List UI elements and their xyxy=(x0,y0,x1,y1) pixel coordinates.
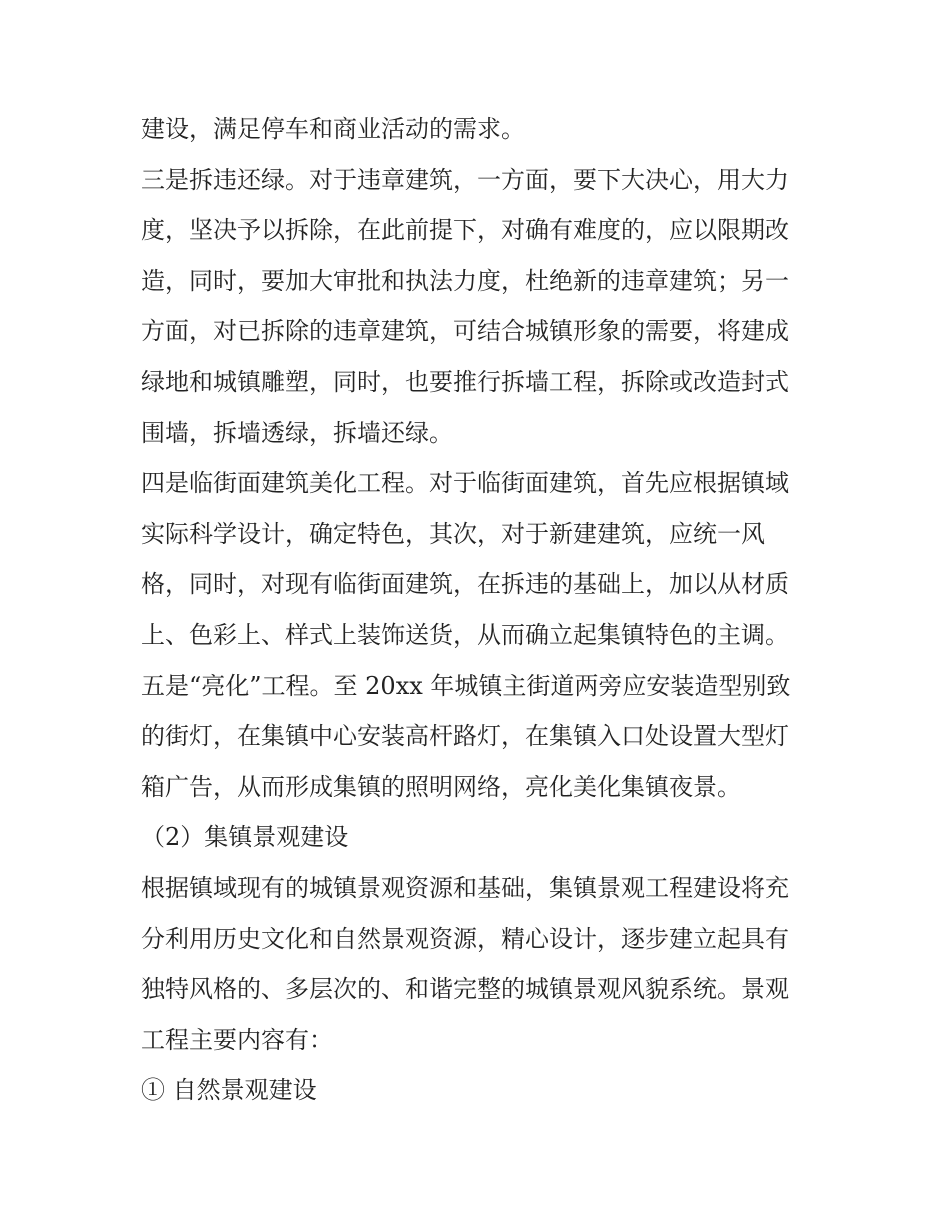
text-line: 五是“亮化”工程。至 20xx 年城镇主街道两旁应安装造型别致 xyxy=(141,671,791,700)
text-line: 三是拆违还绿。对于违章建筑，一方面，要下大决心，用大力 xyxy=(141,165,789,194)
text-line: 独特风格的、多层次的、和谐完整的城镇景观风貌系统。景观 xyxy=(141,975,789,1004)
text-line: 度，坚决予以拆除，在此前提下，对确有难度的，应以限期改 xyxy=(141,216,789,245)
text-line: 分利用历史文化和自然景观资源，精心设计，逐步建立起具有 xyxy=(141,924,789,953)
text-line: 的街灯，在集镇中心安装高杆路灯，在集镇入口处设置大型灯 xyxy=(141,722,789,751)
text-line: 箱广告，从而形成集镇的照明网络，亮化美化集镇夜景。 xyxy=(141,772,741,801)
text-line: 围墙，拆墙透绿，拆墙还绿。 xyxy=(141,418,453,447)
text-line: 造，同时，要加大审批和执法力度，杜绝新的违章建筑；另一 xyxy=(141,266,789,295)
text-line: 格，同时，对现有临街面建筑，在拆违的基础上，加以从材质 xyxy=(141,570,789,599)
text-line: 工程主要内容有： xyxy=(141,1025,333,1054)
text-line: 方面，对已拆除的违章建筑，可结合城镇形象的需要，将建成 xyxy=(141,317,789,346)
text-line: 建设，满足停车和商业活动的需求。 xyxy=(141,115,525,143)
section-heading: （2）集镇景观建设 xyxy=(141,823,349,852)
text-line: 上、色彩上、样式上装饰送货，从而确立起集镇特色的主调。 xyxy=(141,620,789,649)
subsection-heading: ① 自然景观建设 xyxy=(141,1076,317,1105)
text-line: 绿地和城镇雕塑，同时，也要推行拆墙工程，拆除或改造封式 xyxy=(141,367,789,396)
document-body xyxy=(141,104,831,1116)
text-line: 四是临街面建筑美化工程。对于临街面建筑，首先应根据镇域 xyxy=(141,469,789,498)
text-line: 根据镇域现有的城镇景观资源和基础，集镇景观工程建设将充 xyxy=(141,873,789,902)
text-line: 实际科学设计，确定特色，其次，对于新建建筑，应统一风 xyxy=(141,519,765,548)
